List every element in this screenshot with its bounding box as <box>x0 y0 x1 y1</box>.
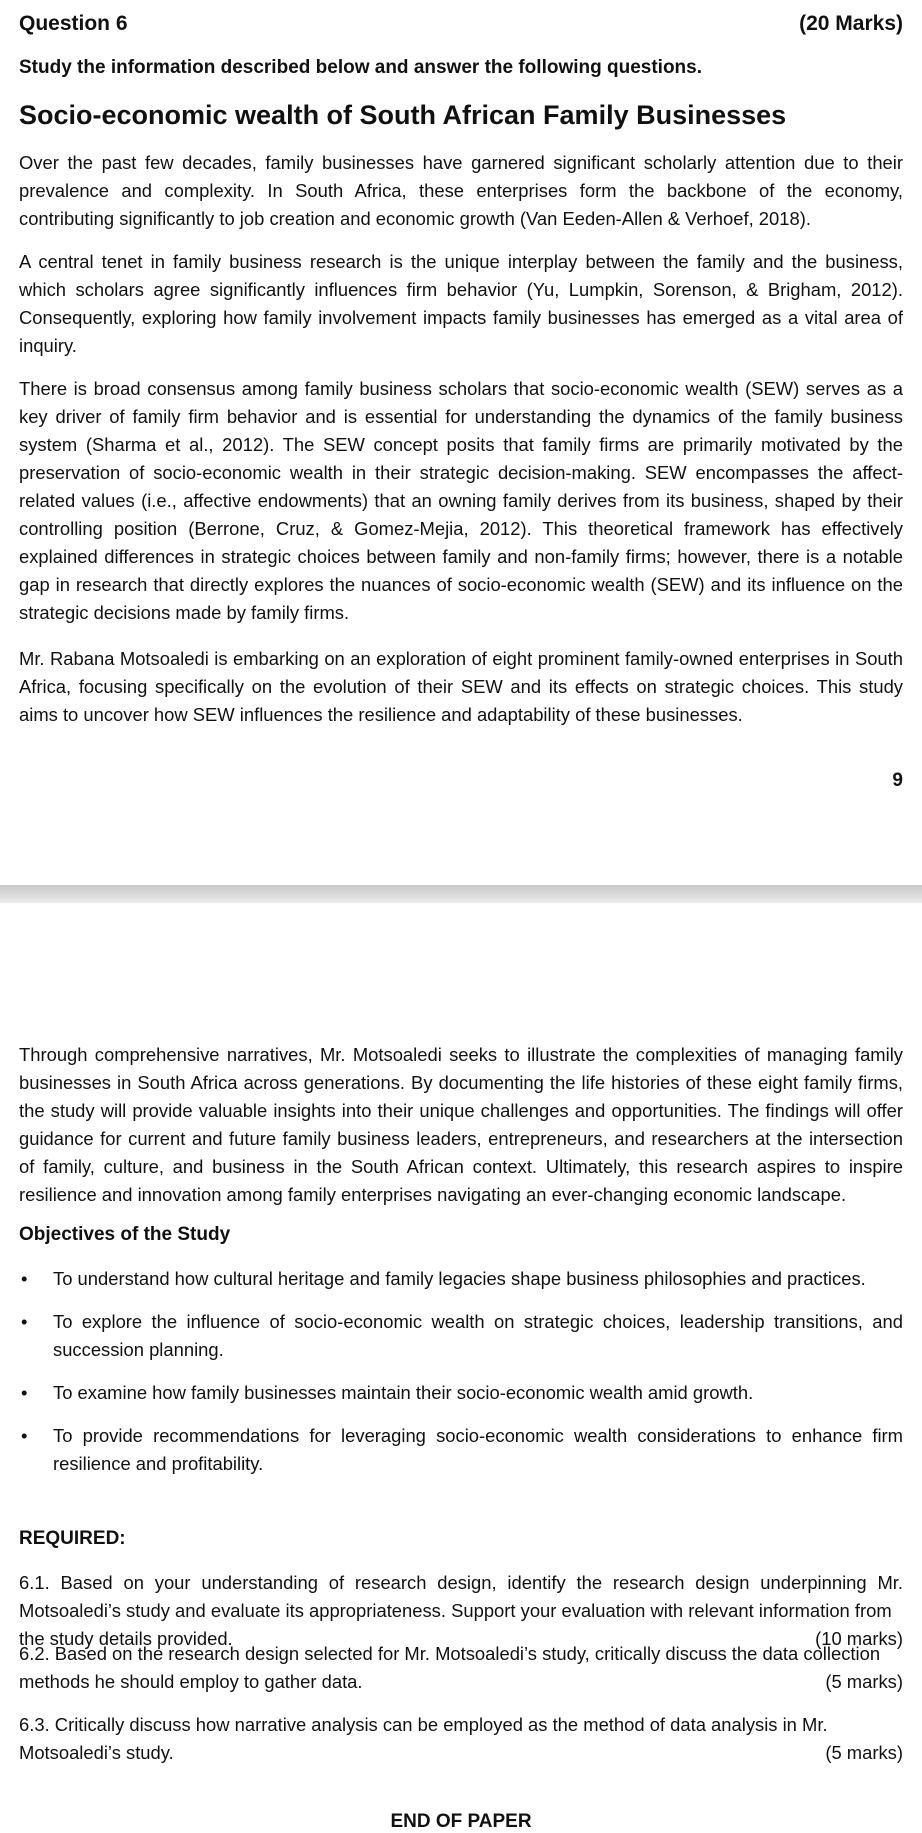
bullet-icon: • <box>21 1311 28 1332</box>
paragraph-sew: There is broad consensus among family business scholars that socio-economic wealth (SEW) serves as a key driver of family firm behavior and is essential for understanding the dynamics of the family business system (Sharma et al., 2012). The SEW concept posits that family firms are primarily motivated by the preservation of socio-economic wealth in their strategic decision-making. SEW encompasses the affect-related values (i.e., affective endowments) that an owning family derives from its business, shaped by their controlling position (Berrone, Cruz, & Gomez-Mejia, 2012). This theoretical framework has effectively explained differences in strategic choices between family and non-family firms; however, there is a notable gap in research that directly explores the nuances of socio-economic wealth (SEW) and its influence on the strategic decisions made by family firms. <box>19 378 903 623</box>
list-item: • To examine how family businesses maintain their socio-economic wealth amid growth. <box>19 1379 903 1407</box>
question-marks: (10 marks) <box>815 1628 903 1649</box>
question-marks: (5 marks) <box>825 1742 903 1763</box>
paragraph-interplay: A central tenet in family business research is the unique interplay between the family and the business, which scholars agree significantly influences firm behavior (Yu, Lumpkin, Sorenson, & Brigham, 2012). Consequently, exploring how family involvement impacts family businesses has emerged as a vital area of inquiry. <box>19 251 903 356</box>
required-heading: REQUIRED: <box>19 1528 126 1549</box>
question-header <box>19 12 903 36</box>
page-divider <box>0 885 922 903</box>
marks-label: (20 Marks) <box>799 12 903 35</box>
question-text-end: the study details provided. <box>19 1628 233 1649</box>
question-text: 6.2. Based on the research design selected for Mr. Motsoaledi’s study, critically discuss the data collection <box>19 1643 881 1664</box>
instruction-text: Study the information described below and answer the following questions. <box>19 57 703 78</box>
question-text: 6.1. Based on your understanding of research design, identify the research design underpinning Mr. Motsoaledi’s study and evaluate its appropriateness. Support your evaluation with relevant information from <box>19 1572 903 1621</box>
question-text-end: Motsoaledi’s study. <box>19 1742 174 1763</box>
question-6-2 <box>19 1640 903 1696</box>
question-text-end: methods he should employ to gather data. <box>19 1671 363 1692</box>
question-label: Question 6 <box>19 12 128 35</box>
paragraph-intro: Over the past few decades, family businesses have garnered significant scholarly attention due to their prevalence and complexity. In South Africa, these enterprises form the backbone of the economy, contributing significantly to job creation and economic growth (Van Eeden-Allen & Verhoef, 2018). <box>19 152 903 229</box>
end-of-paper: END OF PAPER <box>390 1811 532 1832</box>
question-6-3 <box>19 1711 903 1767</box>
objectives-heading: Objectives of the Study <box>19 1224 231 1245</box>
question-text: 6.3. Critically discuss how narrative analysis can be employed as the method of data analysis in Mr. <box>19 1714 828 1735</box>
page-number: 9 <box>892 770 903 791</box>
list-item: • To explore the influence of socio-economic wealth on strategic choices, leadership transitions, and succession planning. <box>19 1308 903 1364</box>
exam-page-10 <box>0 903 922 1832</box>
case-title: Socio-economic wealth of South African Family Businesses <box>19 100 787 130</box>
bullet-icon: • <box>21 1382 28 1403</box>
paragraph-narratives: Through comprehensive narratives, Mr. Motsoaledi seeks to illustrate the complexities of managing family businesses in South Africa across generations. By documenting the life histories of these eight family firms, the study will provide valuable insights into their unique challenges and opportunities. The findings will offer guidance for current and future family business leaders, entrepreneurs, and researchers at the intersection of family, culture, and business in the South African context. Ultimately, this research aspires to inspire resilience and innovation among family enterprises navigating an ever-changing economic landscape. <box>19 1044 903 1205</box>
question-marks: (5 marks) <box>825 1671 903 1692</box>
bullet-icon: • <box>21 1425 28 1446</box>
paragraph-motsoaledi: Mr. Rabana Motsoaledi is embarking on an exploration of eight prominent family-owned enterprises in South Africa, focusing specifically on the evolution of their SEW and its effects on strategic choices. This study aims to uncover how SEW influences the resilience and adaptability of these businesses. <box>19 648 903 725</box>
objectives-list <box>19 1265 903 1493</box>
exam-page-9 <box>0 0 922 885</box>
list-item: • To understand how cultural heritage and family legacies shape business philosophies and practices. <box>19 1265 903 1293</box>
list-item: • To provide recommendations for leveraging socio-economic wealth considerations to enhance firm resilience and profitability. <box>19 1422 903 1478</box>
bullet-icon: • <box>21 1268 28 1289</box>
